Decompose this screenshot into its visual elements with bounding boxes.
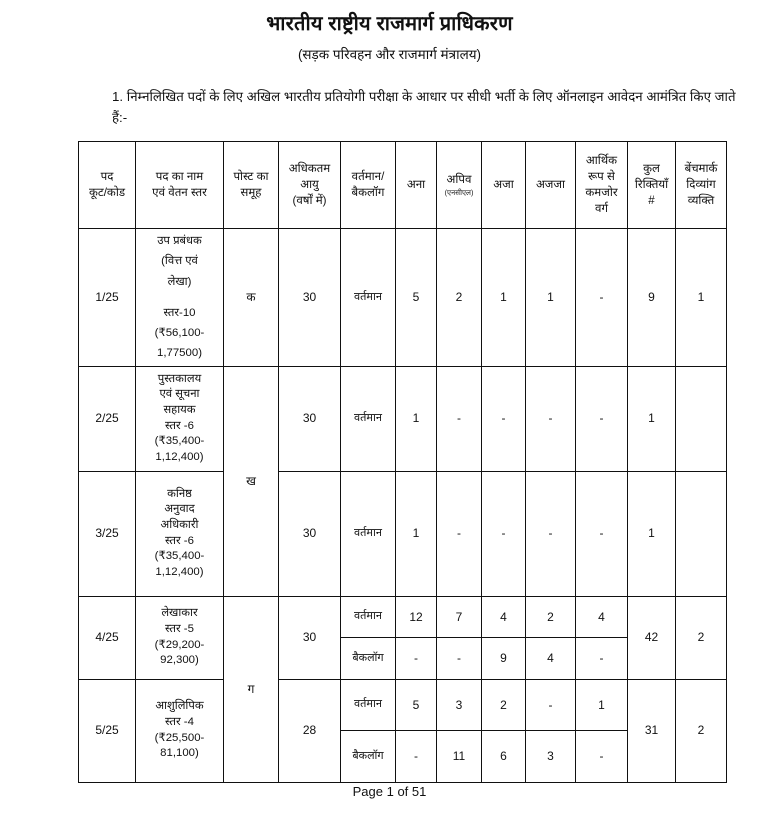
cell-sc: 1 xyxy=(482,228,526,366)
table-row xyxy=(79,596,727,638)
header-line-1: आर्थिक xyxy=(585,153,618,167)
col-header-post-name xyxy=(136,141,224,228)
cell-total-vacancies: 42 xyxy=(628,596,676,679)
vacancy-table-container xyxy=(78,141,718,783)
table-header xyxy=(79,141,727,228)
pay-scale-line: (₹29,200- xyxy=(154,638,205,651)
post-name-line: (वित्त एवं xyxy=(161,255,198,268)
cell-post-name xyxy=(136,366,224,471)
cell-vacancy-type: वर्तमान xyxy=(341,679,396,731)
cell-post-code: 3/25 xyxy=(79,471,136,596)
post-name-line: उप प्रबंधक xyxy=(157,234,202,247)
cell-vacancy-type: वर्तमान xyxy=(341,596,396,638)
cell-obc: - xyxy=(437,638,482,680)
col-header-ews xyxy=(576,141,628,228)
cell-post-group: ख xyxy=(224,366,279,596)
cell-sc: 4 xyxy=(482,596,526,638)
header-line-3: (वर्षों में) xyxy=(292,193,327,207)
vacancy-table xyxy=(78,141,727,783)
col-header-obc xyxy=(437,141,482,228)
cell-obc: 11 xyxy=(437,731,482,783)
header-line-1: कुल xyxy=(643,161,660,175)
cell-ews: - xyxy=(576,366,628,471)
col-header-pwbd xyxy=(676,141,727,228)
header-line-2: एवं वेतन स्तर xyxy=(152,185,207,199)
pay-level: स्तर -6 xyxy=(165,534,194,547)
post-name-line: एवं सूचना xyxy=(159,388,200,401)
cell-max-age: 30 xyxy=(279,366,341,471)
header-line-3: कमजोर xyxy=(585,185,618,199)
header-line-1: अजजा xyxy=(535,177,566,191)
cell-post-name xyxy=(136,679,224,782)
table-row xyxy=(79,471,727,596)
cell-ur: - xyxy=(396,731,437,783)
post-name-line: आशुलिपिक xyxy=(155,700,204,713)
post-name-line: अनुवाद xyxy=(164,503,195,516)
cell-vacancy-type: वर्तमान xyxy=(341,228,396,366)
cell-post-code: 5/25 xyxy=(79,679,136,782)
cell-obc: 7 xyxy=(437,596,482,638)
post-name-line: कनिष्ठ xyxy=(167,487,192,500)
col-header-st xyxy=(526,141,576,228)
cell-pwbd: 1 xyxy=(676,228,727,366)
cell-post-name xyxy=(136,596,224,679)
col-header-ur xyxy=(396,141,437,228)
table-row xyxy=(79,228,727,366)
cell-ews: 1 xyxy=(576,679,628,731)
header-line-1: अजा xyxy=(493,177,514,191)
col-header-post-group xyxy=(224,141,279,228)
cell-pwbd: 2 xyxy=(676,596,727,679)
cell-obc: - xyxy=(437,471,482,596)
spacer xyxy=(137,292,222,303)
cell-ews: - xyxy=(576,471,628,596)
header-line-2: बैकलॉग xyxy=(351,185,385,199)
cell-total-vacancies: 1 xyxy=(628,366,676,471)
cell-total-vacancies: 9 xyxy=(628,228,676,366)
pay-level: स्तर -4 xyxy=(165,715,194,728)
cell-st: - xyxy=(526,679,576,731)
cell-vacancy-type: बैकलॉग xyxy=(341,731,396,783)
intro-paragraph: 1. निम्नलिखित पदों के लिए अखिल भारतीय प्रतियोगी परीक्षा के आधार पर सीधी भर्ती के लिए ऑनलाइन आवेदन आमंत्रित किए जाते हैं:- xyxy=(112,88,736,126)
cell-ur: 1 xyxy=(396,471,437,596)
header-line-2: रिक्तियाँ xyxy=(634,177,669,191)
header-line-2: रूप से xyxy=(588,169,615,183)
post-name-line: सहायक xyxy=(163,403,196,416)
pay-scale-line: (₹35,400- xyxy=(154,550,205,563)
cell-ur: - xyxy=(396,638,437,680)
col-header-current-backlog xyxy=(341,141,396,228)
table-header-row xyxy=(79,141,727,228)
header-line-1: पद xyxy=(100,169,114,183)
header-line-2: आयु xyxy=(300,177,319,191)
header-line-2: कूट/कोड xyxy=(88,185,126,199)
cell-total-vacancies: 31 xyxy=(628,679,676,782)
post-name-line: लेखा) xyxy=(167,275,192,288)
cell-post-name xyxy=(136,228,224,366)
cell-max-age: 30 xyxy=(279,596,341,679)
header-line-1: अना xyxy=(406,177,426,191)
col-header-sc xyxy=(482,141,526,228)
header-line-1: अपिव xyxy=(446,173,472,187)
header-line-3: व्यक्ति xyxy=(687,193,715,207)
header-line-1: अधिकतम xyxy=(288,161,331,175)
cell-ews: - xyxy=(576,638,628,680)
cell-max-age: 30 xyxy=(279,228,341,366)
cell-total-vacancies: 1 xyxy=(628,471,676,596)
cell-obc: - xyxy=(437,366,482,471)
pay-scale-line: 92,300) xyxy=(160,654,199,667)
cell-max-age: 28 xyxy=(279,679,341,782)
cell-vacancy-type: वर्तमान xyxy=(341,471,396,596)
pay-level: स्तर -5 xyxy=(165,622,194,635)
header-line-4: वर्ग xyxy=(595,201,608,215)
pay-scale-line: 1,12,400) xyxy=(155,451,204,464)
cell-st: 4 xyxy=(526,638,576,680)
cell-ews: - xyxy=(576,228,628,366)
post-name-line: लेखाकार xyxy=(161,607,198,620)
cell-sc: - xyxy=(482,471,526,596)
pay-scale-line: (₹25,500- xyxy=(154,731,205,744)
cell-ews: - xyxy=(576,731,628,783)
pay-scale-line: (₹35,400- xyxy=(154,435,205,448)
cell-sc: 2 xyxy=(482,679,526,731)
header-line-3: # xyxy=(648,193,655,207)
cell-post-code: 4/25 xyxy=(79,596,136,679)
col-header-max-age xyxy=(279,141,341,228)
cell-pwbd xyxy=(676,471,727,596)
cell-sc: 9 xyxy=(482,638,526,680)
cell-st: 3 xyxy=(526,731,576,783)
header-line-1: वर्तमान/ xyxy=(351,169,385,183)
header-line-2: दिव्यांग xyxy=(686,177,716,191)
cell-obc: 2 xyxy=(437,228,482,366)
post-name-line: अधिकारी xyxy=(160,518,199,531)
pay-level: स्तर -6 xyxy=(165,419,194,432)
page-footer: Page 1 of 51 xyxy=(352,784,427,799)
cell-st: - xyxy=(526,366,576,471)
cell-post-name xyxy=(136,471,224,596)
cell-ews: 4 xyxy=(576,596,628,638)
cell-st: - xyxy=(526,471,576,596)
cell-ur: 5 xyxy=(396,679,437,731)
page-title: भारतीय राष्ट्रीय राजमार्ग प्राधिकरण xyxy=(266,13,513,35)
cell-post-code: 2/25 xyxy=(79,366,136,471)
cell-post-group: क xyxy=(224,228,279,366)
table-row xyxy=(79,366,727,471)
header-line-2: समूह xyxy=(240,185,262,199)
cell-sc: 6 xyxy=(482,731,526,783)
cell-ur: 5 xyxy=(396,228,437,366)
cell-vacancy-type: वर्तमान xyxy=(341,366,396,471)
header-line-1: बेंचमार्क xyxy=(684,161,718,175)
pay-scale-line: 81,100) xyxy=(160,747,199,760)
header-sub-ncl: (एनसीएल) xyxy=(444,188,474,198)
cell-max-age: 30 xyxy=(279,471,341,596)
cell-ur: 1 xyxy=(396,366,437,471)
header-line-1: पद का नाम xyxy=(155,169,204,183)
post-name-line: पुस्तकालय xyxy=(157,372,202,385)
cell-ur: 12 xyxy=(396,596,437,638)
cell-obc: 3 xyxy=(437,679,482,731)
cell-post-group: ग xyxy=(224,596,279,782)
pay-scale-line: (₹56,100- xyxy=(154,327,205,340)
cell-pwbd xyxy=(676,366,727,471)
cell-pwbd: 2 xyxy=(676,679,727,782)
cell-st: 1 xyxy=(526,228,576,366)
document-page xyxy=(0,8,779,813)
page-subtitle: (सड़क परिवहन और राजमार्ग मंत्रालय) xyxy=(297,47,482,62)
pay-level: स्तर-10 xyxy=(163,306,196,319)
table-row xyxy=(79,679,727,731)
col-header-total-vacancies xyxy=(628,141,676,228)
header-line-1: पोस्ट का xyxy=(233,169,269,183)
pay-scale-line: 1,12,400) xyxy=(155,566,204,579)
cell-st: 2 xyxy=(526,596,576,638)
pay-scale-line: 1,77500) xyxy=(157,347,202,360)
cell-post-code: 1/25 xyxy=(79,228,136,366)
col-header-post-code xyxy=(79,141,136,228)
cell-vacancy-type: बैकलॉग xyxy=(341,638,396,680)
table-body xyxy=(79,228,727,782)
cell-sc: - xyxy=(482,366,526,471)
